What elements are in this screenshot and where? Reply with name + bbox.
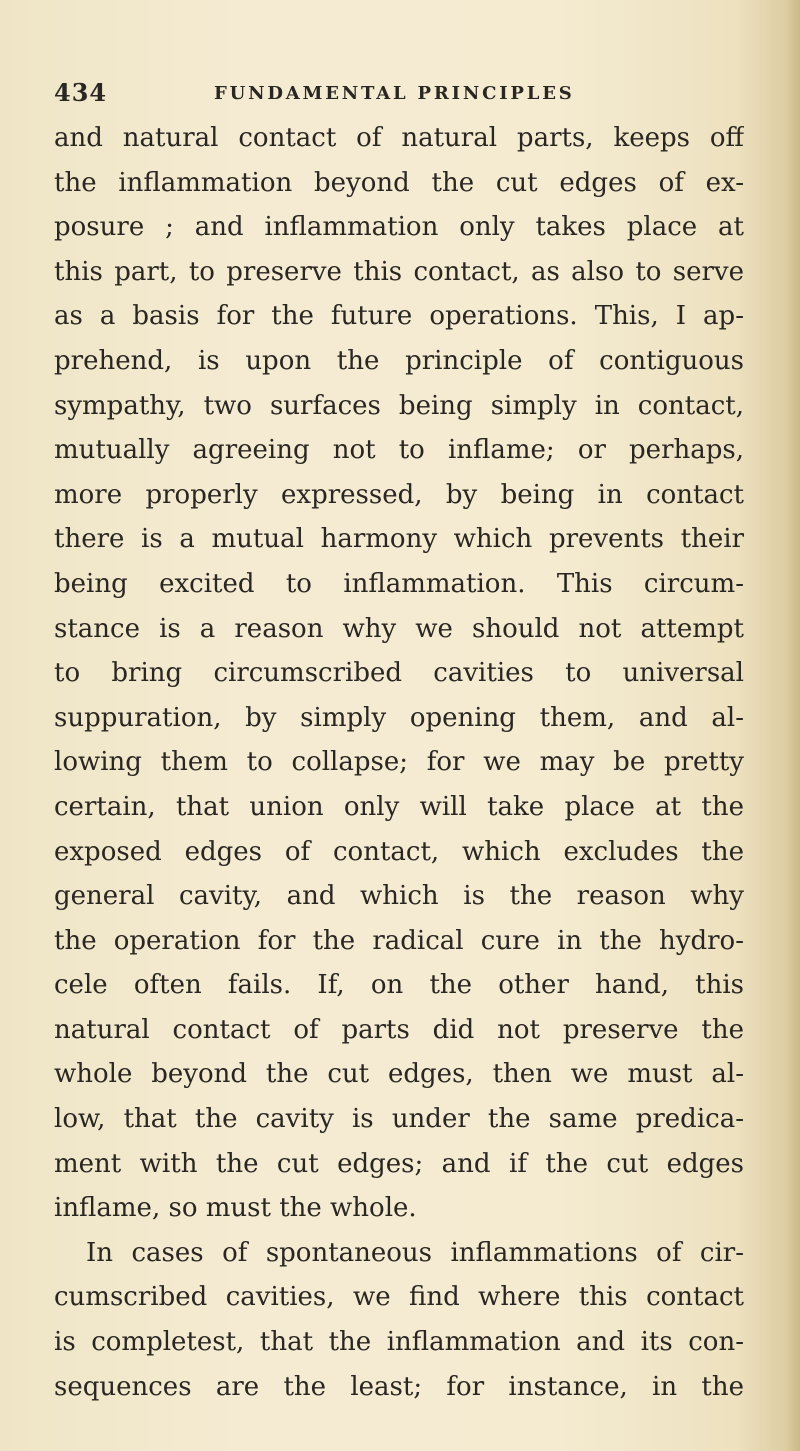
text-line: sequences are the least; for instance, in the — [54, 1371, 744, 1402]
text-line: low, that the cavity is under the same predica- — [54, 1104, 744, 1135]
page-edge-shadow — [786, 0, 800, 1451]
text-line: to bring circumscribed cavities to universal — [54, 658, 744, 689]
paragraph-end-line: inflame, so must the whole. — [54, 1193, 417, 1224]
text-line: natural contact of parts did not preserve the — [54, 1014, 744, 1045]
text-line: this part, to preserve this contact, as also to serve — [54, 256, 744, 287]
text-line: lowing them to collapse; for we may be pretty — [54, 747, 744, 778]
text-line: prehend, is upon the principle of contiguous — [54, 345, 744, 376]
text-line: as a basis for the future operations. This, I ap- — [54, 301, 744, 332]
text-line: there is a mutual harmony which prevents their — [54, 524, 744, 555]
text-line: ment with the cut edges; and if the cut edges — [54, 1148, 744, 1179]
text-line: stance is a reason why we should not attempt — [54, 613, 744, 644]
paragraph-start-line: In cases of spontaneous inflammations of cir- — [86, 1237, 744, 1268]
text-line: cele often fails. If, on the other hand, this — [54, 970, 744, 1001]
text-line: certain, that union only will take place at the — [54, 791, 744, 822]
body-text — [54, 116, 744, 1409]
text-line: cumscribed cavities, we find where this contact — [54, 1282, 744, 1313]
page-header — [54, 70, 754, 110]
text-line: whole beyond the cut edges, then we must al- — [54, 1059, 744, 1090]
text-line: being excited to inflammation. This circum- — [54, 568, 744, 599]
text-line: the operation for the radical cure in the hydro- — [54, 925, 744, 956]
text-line: and natural contact of natural parts, keeps off — [54, 123, 744, 153]
text-line: posure ; and inflammation only takes place at — [54, 212, 744, 243]
text-line: general cavity, and which is the reason why — [54, 881, 744, 912]
text-line: suppuration, by simply opening them, and al- — [54, 702, 744, 733]
page-number: 434 — [54, 78, 108, 107]
text-line: is completest, that the inflammation and its con- — [54, 1327, 744, 1358]
text-line: exposed edges of contact, which excludes the — [54, 836, 744, 867]
text-line: more properly expressed, by being in contact — [54, 479, 744, 510]
text-line: sympathy, two surfaces being simply in contact, — [54, 390, 744, 421]
running-head: FUNDAMENTAL PRINCIPLES — [214, 83, 575, 104]
text-line: mutually agreeing not to inflame; or perhaps, — [54, 435, 744, 466]
text-line: the inflammation beyond the cut edges of ex- — [54, 167, 744, 198]
